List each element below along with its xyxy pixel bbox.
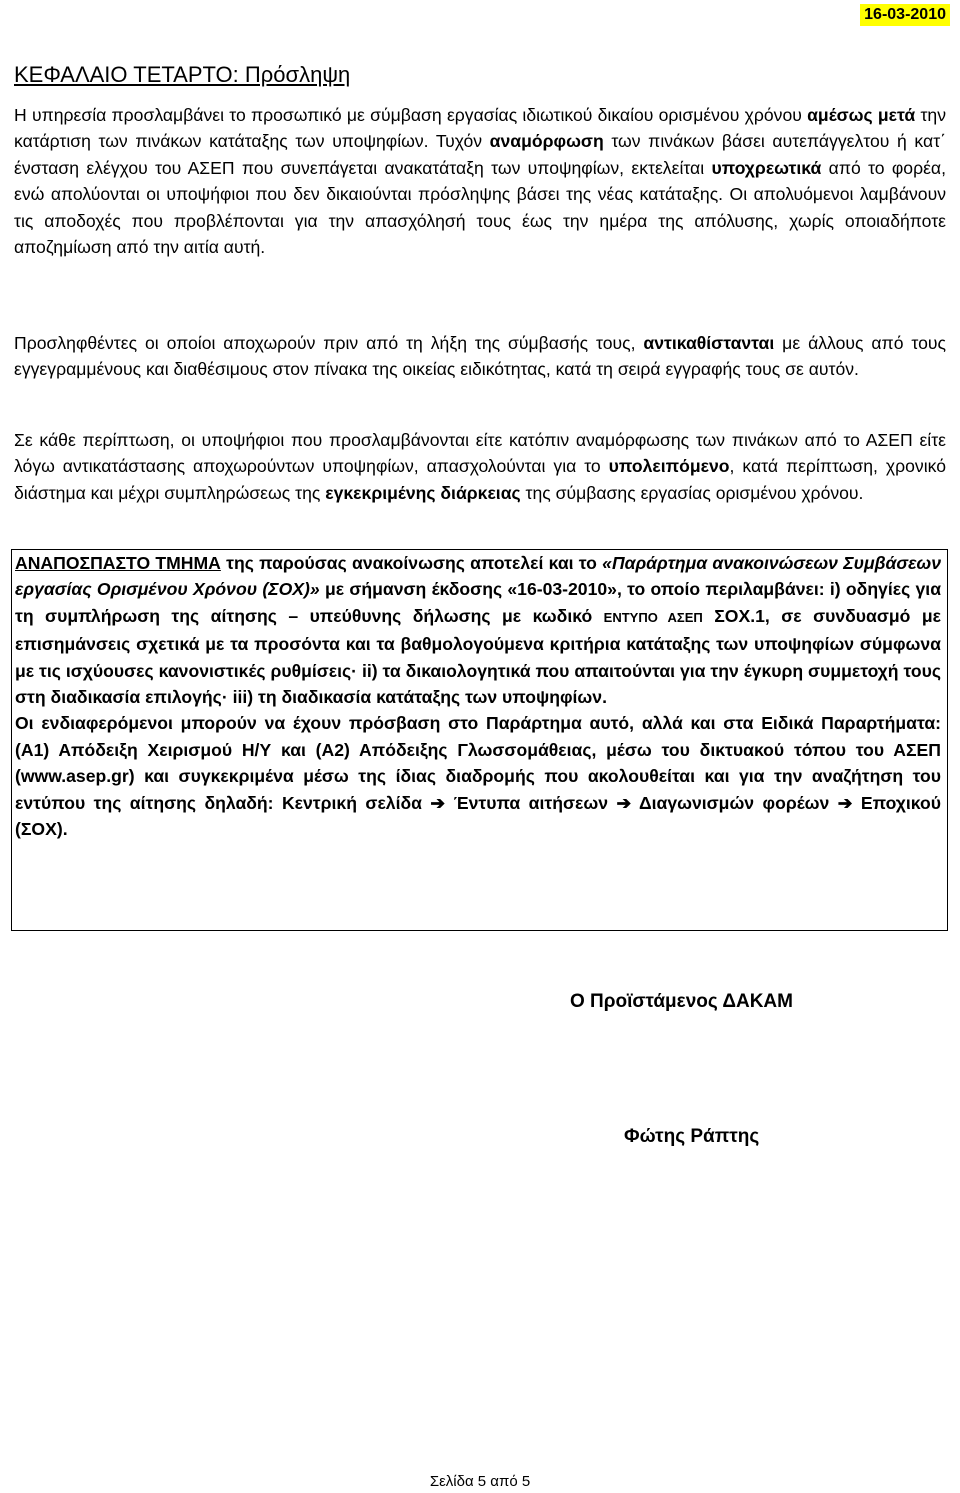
right-arrow-icon: ➔ bbox=[430, 792, 446, 813]
text-run: με άλλους από τους εγγεγραμμένους και διαθέσιμους στον πίνακα της οικείας ειδικότητας, κατά τη σειρά εγγραφής τους σε αυτόν. bbox=[14, 333, 946, 380]
right-arrow-icon: ➔ bbox=[616, 792, 632, 813]
page-number: Σελίδα 5 από 5 bbox=[429, 1473, 531, 1490]
emphasis-text: υποχρεωτικά bbox=[711, 157, 822, 178]
paragraph-replacement bbox=[14, 330, 946, 383]
emphasis-text: αμέσως μετά bbox=[807, 105, 916, 125]
text-run: των πινάκων βάσει αυτεπάγγελτου ή κατ΄ ένσταση ελέγχου του ΑΣΕΠ που συνεπάγεται ανακατάταξη των υποψηφίων, εκτελείται bbox=[14, 131, 946, 178]
text-run: Έντυπα αιτήσεων bbox=[445, 792, 617, 813]
text-run: Διαγωνισμών φορέων bbox=[631, 792, 838, 813]
annex-title: «Παράρτημα ανακοινώσεων Συμβάσεων εργασίας Ορισμένου Χρόνου (ΣΟΧ)» bbox=[15, 553, 941, 600]
text-run: Προσληφθέντες οι οποίοι αποχωρούν πριν από τη λήξη της σύμβασής τους, bbox=[14, 333, 644, 353]
text-run: με σήμανση έκδοσης «16-03-2010», το οποίο περιλαμβάνει: i) οδηγίες για τη συμπλήρωση της αίτησης – υπεύθυνης δήλωσης με κωδικό bbox=[15, 579, 942, 626]
paragraph-duration bbox=[14, 427, 946, 506]
emphasis-text: αναμόρφωση bbox=[489, 131, 604, 152]
emphasis-text: αντικαθίστανται bbox=[643, 333, 775, 353]
notice-text bbox=[15, 550, 941, 842]
date-badge: 16-03-2010 bbox=[860, 4, 950, 26]
paragraph-recruitment bbox=[14, 102, 946, 260]
detachable-notice-box bbox=[11, 549, 948, 931]
chapter-heading: ΚΕΦΑΛΑΙΟ ΤΕΤΑΡΤΟ: Πρόσληψη bbox=[14, 62, 351, 87]
text-run: Η υπηρεσία προσλαμβάνει το προσωπικό με σύμβαση εργασίας ιδιωτικού δικαίου ορισμένου χρόνου bbox=[14, 105, 808, 125]
emphasis-text: υπολειπόμενο bbox=[608, 456, 730, 477]
notice-underlined-title: ΑΝΑΠΟΣΠΑΣΤΟ ΤΜΗΜΑ bbox=[15, 553, 221, 573]
text-run: Εποχικού (ΣΟΧ). bbox=[15, 792, 941, 840]
form-code: ΕΝΤΥΠΟ ΑΣΕΠ bbox=[603, 609, 703, 625]
text-run: την κατάρτιση των πινάκων κατάταξης των υποψηφίων. Τυχόν bbox=[14, 105, 946, 152]
right-arrow-icon: ➔ bbox=[837, 792, 853, 813]
text-run: Σε κάθε περίπτωση, οι υποψήφιοι που προσλαμβάνονται είτε κατόπιν αναμόρφωσης των πινάκων από το ΑΣΕΠ είτε λόγω αντικατάστασης αποχωρούντων υποψηφίων, απασχολούνται για το bbox=[14, 430, 946, 477]
signatory-title: Ο Προϊστάμενος ΔΑΚΑΜ bbox=[570, 991, 793, 1012]
text-run: της παρούσας ανακοίνωσης αποτελεί και το bbox=[220, 553, 603, 573]
text-run: ΣΟΧ.1, σε συνδυασμό με επισημάνσεις σχετικά με τα προσόντα και τα βαθμολογούμενα κριτήρια κατάταξης των υποψηφίων σύμφωνα με τις ισχύουσες κανονιστικές ρυθμίσεις· ii) τα δικαιολογητικά που απαιτούνται για την έγκυρη συμμετοχή τους στη διαδικασία επιλογής· iii) τη διαδικασία κατάταξης των υποψηφίων. bbox=[15, 605, 941, 708]
text-run: , κατά περίπτωση, χρονικό διάστημα και μέχρι συμπληρώσεως της bbox=[14, 456, 946, 503]
text-run: από το φορέα, ενώ απολύονται οι υποψήφιοι που δεν δικαιούνται πρόσληψης βάσει της νέας κατάταξης. Οι απολυόμενοι λαμβάνουν τις αποδοχές που προβλέπονται για την απασχόλησή τους έως την ημέρα της απόλυσης, χωρίς οποιαδήποτε αποζημίωση από την αιτία αυτή. bbox=[14, 157, 946, 258]
signatory-name: Φώτης Ράπτης bbox=[624, 1126, 760, 1147]
text-run: της σύμβασης εργασίας ορισμένου χρόνου. bbox=[520, 482, 864, 503]
text-run: Οι ενδιαφερόμενοι μπορούν να έχουν πρόσβαση στο Παράρτημα αυτό, αλλά και στα Ειδικά Παραρτήματα: (Α1) Απόδειξη Χειρισμού Η/Υ και (Α2) Απόδειξης Γλωσσομάθειας, μέσω του δικτυακού τόπου του ΑΣΕΠ (www.asep.gr) και συγκεκριμένα μέσω της ίδιας διαδρομής που ακολουθείται και για την αναζήτηση του εντύπου της αίτησης δηλαδή: Κεντρική σελίδα bbox=[15, 713, 941, 813]
emphasis-text: εγκεκριμένης διάρκειας bbox=[325, 482, 521, 503]
